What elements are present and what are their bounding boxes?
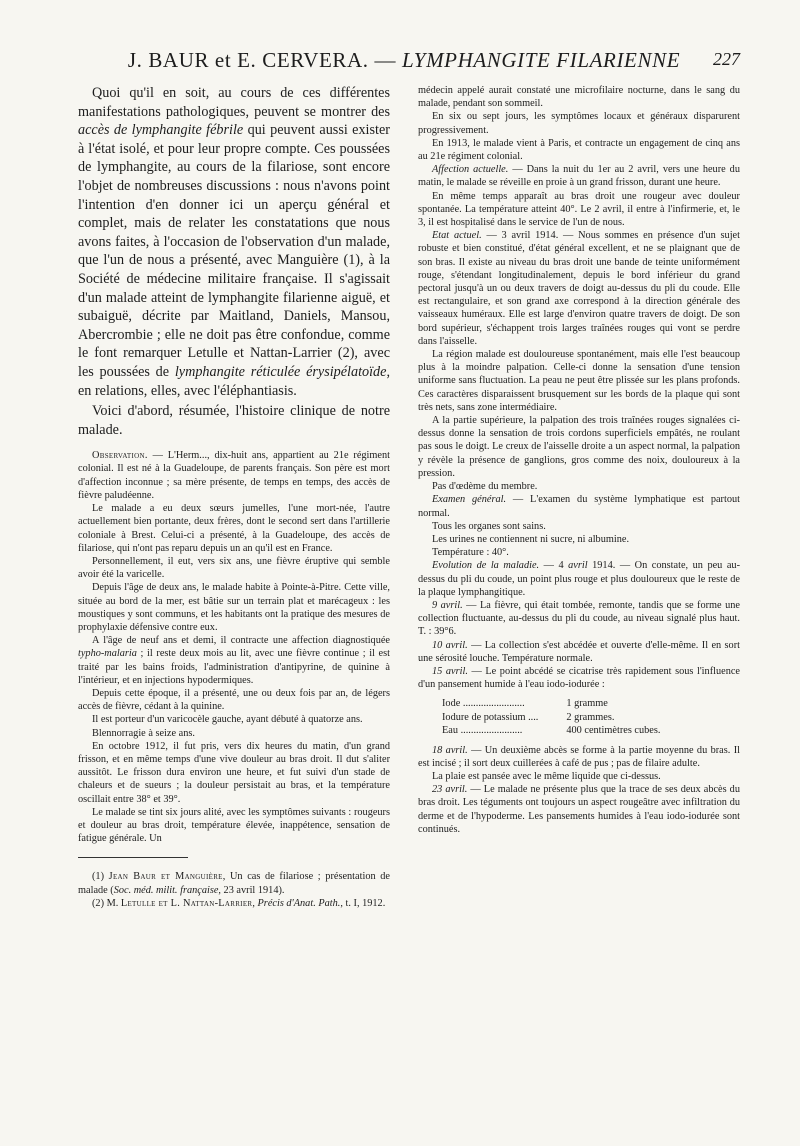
paragraph: Etat actuel. — 3 avril 1914. — Nous sommes en présence d'un sujet robuste et bien constitué, d'état général excellent, et ne se plaignant que de son bras. Il existe au niveau du bras droit une bande de teinte uniformément rouge, s'étendant longitudinalement, depuis le bord inférieur du grand pectoral jusqu'à un ou deux travers de doigt au-dessus du pli du coude. Elle est rectangulaire, et son grand axe correspond à la direction générale des vaisseaux huméraux. Elle est large d'environ quatre travers de doigt. De son bord supérieur, s'échappent trois larges traînées rouges qui vont se perdre dans l'aisselle.	[418, 230, 740, 347]
paragraph: En même temps apparaît au bras droit une rougeur avec douleur spontanée. La température atteint 40°. Le 2 avril, il entre à l'infirmerie, et, le 3, il est hospitalisé dans le service de l'un de nous.	[418, 190, 740, 229]
right-column	[418, 84, 740, 836]
paragraph: 15 avril. — Le point abcédé se cicatrise très rapidement sous l'influence d'un pansement humide à l'eau iodo-iodurée :	[418, 665, 740, 691]
paragraph: médecin appelé aurait constaté une microfilaire nocturne, dans le sang du malade, pendant son sommeil.	[418, 85, 740, 110]
paragraph: Observation. — L'Herm..., dix-huit ans, appartient au 21e régiment colonial. Il est né à la Guadeloupe, de parents français. Son père est mort d'affection inconnue ; sa mère présente, de temps en temps, des accès de fièvre paludéenne.	[78, 450, 390, 501]
running-title: J. BAUR et E. CERVERA. — LYMPHANGITE FILARIENNE	[127, 48, 681, 72]
paragraph: Blennorragie à seize ans.	[92, 727, 195, 739]
paragraph: Tous les organes sont sains.	[432, 520, 546, 532]
paragraph: 10 avril. — La collection s'est abcédée et ouverte d'elle-même. Il en sort une sérosité louche. Température normale.	[418, 639, 740, 664]
paragraph: Température : 40°.	[432, 547, 509, 559]
paragraph: 18 avril. — Un deuxième abcès se forme à la partie moyenne du bras. Il est incisé ; il sort deux cuillerées à café de pus ; pas de filaire adulte.	[418, 744, 740, 769]
observation-text	[78, 449, 390, 845]
paragraph: 9 avril. — La fièvre, qui était tombée, remonte, tandis que se forme une collection fluctuante, au-dessus du pli du coude, au niveau signalé plus haut. T. : 39°6.	[418, 599, 740, 638]
paragraph: Quoi qu'il en soit, au cours de ces différentes manifestations pathologiques, peuvent se montrer des accès de lymphangite fébrile qui peuvent aussi exister à l'état isolé, et pour leur propre compte. Ces poussées de lymphangite, au cours de la filariose, sont encore l'objet de nombreuses discussions : nous n'avons point l'intention d'en donner ici un aperçu général et complet, mais de relater les constatations que nous avons faites, à l'occasion de l'observation d'un malade, que l'un de nous a présenté, avec Manguière (1), à la Société de médecine militaire française. Il s'agissait d'un malade atteint de lymphangite filarienne aiguë, et subaiguë, décrite par Maitland, Daniels, Mansou, Abercrombie ; elle ne doit pas être confondue, comme le font remarquer Letulle et Nattan-Larrier (2), avec les poussées de lymphangite réticulée érysipélatoïde, en relations, elles, avec l'éléphantiasis.	[78, 85, 390, 399]
paragraph: A la partie supérieure, la palpation des trois traînées rouges signalées ci-dessus donne la sensation de trois cordons superficiels empâtés, ne roulant pas sous le doigt. Le creux de l'aisselle droite a un aspect normal, la palpation y révèle la présence de ganglions, gros comme des noix, douloureux à la pression.	[418, 415, 740, 479]
footnote: (2) M. Letulle et L. Nattan-Larrier, Précis d'Anat. Path., t. I, 1912.	[92, 897, 386, 909]
paragraph: 23 avril. — Le malade ne présente plus que la trace de ses deux abcès du bras droit. Les téguments ont toujours un aspect rougeâtre avec infiltration du derme et de l'hypoderme. Les pansements humides à l'eau iodo-iodurée sont continués.	[418, 784, 740, 835]
paragraph: Il est porteur d'un varicocèle gauche, ayant débuté à quatorze ans.	[92, 714, 363, 726]
paragraph: Depuis l'âge de deux ans, le malade habite à Pointe-à-Pitre. Cette ville, située au bord de la mer, est bâtie sur un terrain plat et marécageux : les moustiques y sont communs, et les habitants ont la pratique des mesures de prophylaxie défensive contre eux.	[78, 582, 390, 633]
header-authors: J. BAUR et E. CERVERA.	[127, 48, 369, 72]
paragraph: Personnellement, il eut, vers six ans, une fièvre éruptive qui semble avoir été la varicelle.	[78, 555, 390, 581]
paragraph: Affection actuelle. — Dans la nuit du 1er au 2 avril, vers une heure du matin, le malade se réveille en proie à un grand frisson, durant une heure.	[418, 164, 740, 189]
paragraph: La région malade est douloureuse spontanément, mais elle l'est beaucoup plus à la moindre palpation. Celle-ci donne la sensation d'une tension uniforme sans fluctuation. La peau ne peut être plissée sur les plans profonds. Ces caractères disparaissent brusquement sur les bords de la plaque qui sont très nets, sans zone intermédiaire.	[418, 349, 740, 413]
paragraph: Examen général. — L'examen du système lymphatique est partout normal.	[418, 494, 741, 519]
paragraph: A l'âge de neuf ans et demi, il contracte une affection diagnostiquée typho-malaria ; il reste deux mois au lit, avec une fièvre continue ; il est traité par les bains froids, l'administration d'antipyrine, de quinine à l'intérieur, et en injections hypodermiques.	[78, 635, 390, 686]
paragraph: En octobre 1912, il fut pris, vers dix heures du matin, d'un grand frisson, et en même temps d'une vive douleur au bras droit. Il dut s'aliter aussitôt. Le frisson dura environ une heure, et fut suivi d'un stade de chaleurs et de sueurs ; la douleur persistait au bras, et la température oscillait entre 38° et 39°.	[78, 740, 390, 805]
footnote-divider	[78, 857, 188, 858]
footnote: (1) Jean Baur et Manguière, Un cas de filariose ; présentation de malade (Soc. méd. milit. française, 23 avril 1914).	[78, 871, 391, 896]
intro-text	[78, 84, 390, 439]
formula-row: Iodure de potassium .... 2 grammes.	[442, 711, 615, 723]
paragraph: La plaie est pansée avec le même liquide que ci-dessus.	[432, 770, 661, 782]
paragraph: Les urines ne contiennent ni sucre, ni albumine.	[432, 533, 630, 545]
paragraph: Evolution de la maladie. — 4 avril 1914. — On constate, un peu au-dessus du pli du coude, un point plus rouge et plus douloureux que le reste de la plaque lymphangitique.	[418, 560, 740, 598]
formula-row: Eau ........................ 400 centimètres cubes.	[442, 725, 661, 737]
paragraph: En six ou sept jours, les symptômes locaux et généraux disparurent progressivement.	[418, 111, 740, 136]
formula-row: Iode ........................ 1 gramme	[442, 698, 608, 710]
left-column	[78, 84, 390, 910]
paragraph: Le malade se tint six jours alité, avec les symptômes suivants : rougeurs et douleur au bras droit, température élevée, inappétence, sensation de fatigue générale. Un	[78, 806, 390, 845]
prescription-formula	[442, 697, 666, 737]
paragraph: En 1913, le malade vient à Paris, et contracte un engagement de cinq ans au 21e régiment colonial.	[418, 137, 740, 163]
paragraph: Voici d'abord, résumée, l'histoire clinique de notre malade.	[78, 403, 390, 438]
paragraph: Le malade a eu deux sœurs jumelles, l'une mort-née, l'autre actuellement bien portante, deux frères, dont le second sert dans l'artillerie coloniale à Brest. Celui-ci a présenté, à la Guadeloupe, des accès de filariose, qui n'ont pas reparu depuis un an qu'il est en France.	[78, 503, 390, 554]
header-title: LYMPHANGITE FILARIENNE	[401, 48, 681, 72]
page-number: 227	[713, 49, 740, 69]
footnotes	[78, 870, 390, 910]
running-header	[108, 48, 740, 78]
observation-label: Observation.	[92, 450, 148, 462]
paragraph: Depuis cette époque, il a présenté, une ou deux fois par an, de légers accès de fièvre, cédant à la quinine.	[78, 687, 390, 713]
paragraph: Pas d'œdème du membre.	[432, 481, 538, 493]
